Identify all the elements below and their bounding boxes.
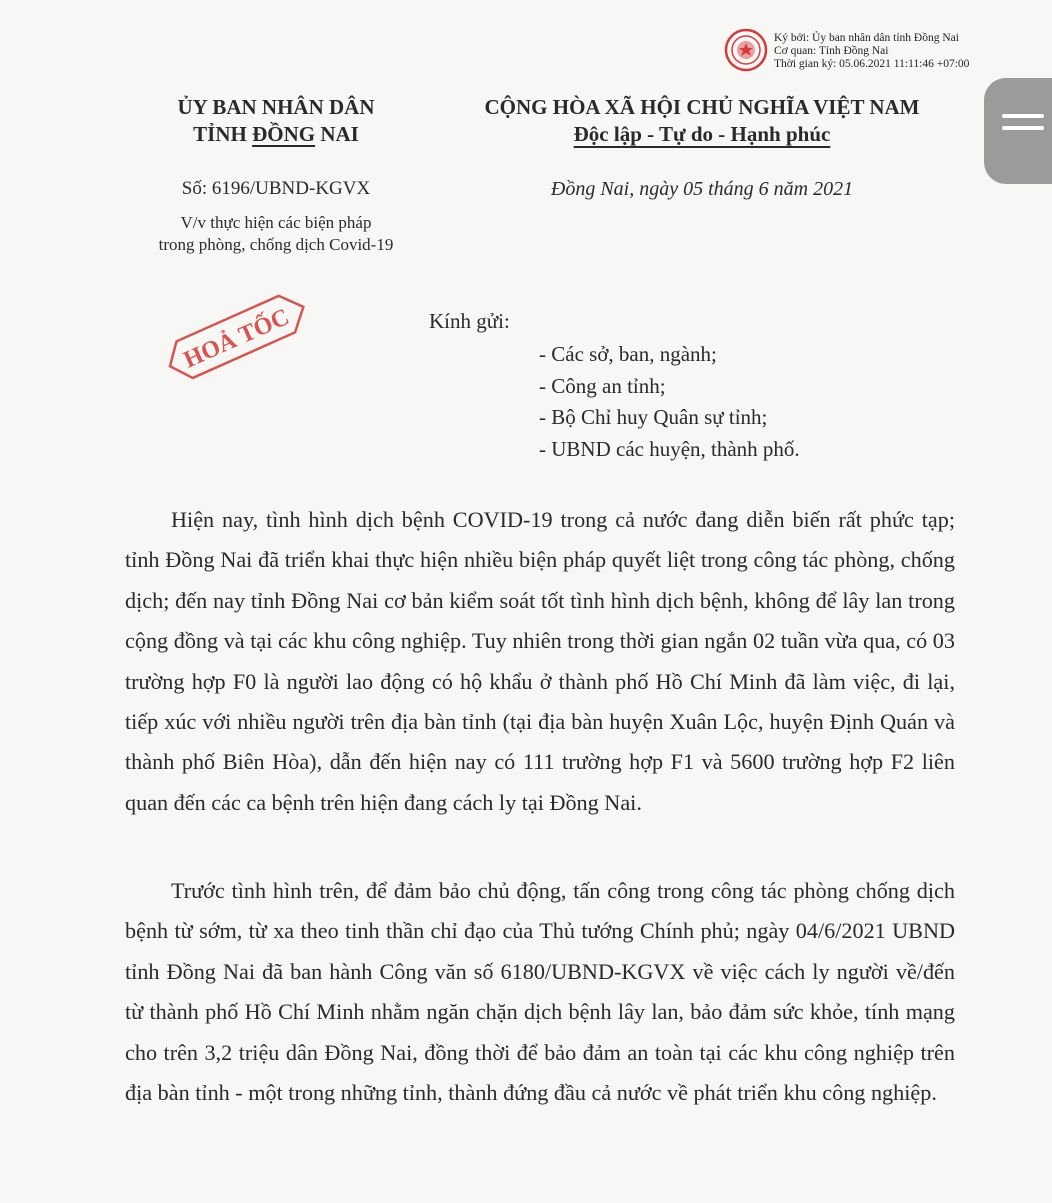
recipient-item: - Các sở, ban, ngành; [539, 342, 717, 366]
issuer-org-underlined: ĐỒNG [252, 122, 316, 146]
place-date: Đồng Nai, ngày 05 tháng 6 năm 2021 [550, 178, 854, 200]
recipients-label: Kính gửi: [429, 309, 510, 333]
document-number: Số: 6196/UBND-KGVX [181, 178, 371, 199]
urgent-stamp [150, 292, 325, 382]
issuer-org-prefix: TỈNH [193, 122, 253, 146]
menu-handle[interactable] [984, 78, 1052, 184]
national-header [452, 94, 952, 201]
handle-bar-icon [1002, 114, 1044, 118]
signature-time: Thời gian ký: 05.06.2021 11:11:46 +07:00 [774, 58, 970, 70]
signature-agency: Cơ quan: Tỉnh Đồng Nai [774, 45, 889, 57]
recipients-list [539, 339, 800, 465]
body-paragraph-2: Trước tình hình trên, để đảm bảo chủ động, tấn công trong công tác phòng chống dịch bệnh từ sớm, từ xa theo tinh thần chỉ đạo của Thủ tướng Chính phủ; ngày 04/6/2021 UBND tỉnh Đồng Nai đã ban hành Công văn số 6180/UBND-KGVX về việc cách ly người về/đến từ thành phố Hồ Chí Minh nhằm ngăn chặn dịch bệnh lây lan, bảo đảm sức khỏe, tính mạng cho trên 3,2 triệu dân Đồng Nai, đồng thời để bảo đảm an toàn tại các khu công nghiệp trên địa bàn tỉnh - một trong những tỉnh, thành đứng đầu cả nước về phát triển khu công nghiệp. [125, 878, 955, 1106]
document-subject [120, 212, 432, 256]
recipient-item: - Bộ Chỉ huy Quân sự tỉnh; [539, 405, 768, 429]
recipient-item: - Công an tỉnh; [539, 373, 666, 398]
handle-bar-icon [1002, 126, 1044, 130]
issuer-org-suffix: NAI [315, 122, 359, 146]
digital-signature [724, 26, 1024, 78]
subject-line: V/v thực hiện các biện pháp [180, 213, 372, 232]
stamp-text: HOẢ TỐC [180, 304, 294, 374]
nation-motto: Độc lập - Tự do - Hạnh phúc [573, 122, 831, 146]
signature-signer: Ký bởi: Ủy ban nhân dân tỉnh Đồng Nai [774, 32, 959, 44]
issuer-header [120, 94, 432, 256]
recipient-item: - UBND các huyện, thành phố. [539, 436, 800, 461]
seal-icon [724, 28, 768, 72]
issuer-org-line2 [120, 121, 432, 148]
nation-title: CỘNG HÒA XÃ HỘI CHỦ NGHĨA VIỆT NAM [484, 95, 920, 119]
subject-line: trong phòng, chống dịch Covid-19 [158, 235, 394, 254]
issuer-org-line1: ỦY BAN NHÂN DÂN [177, 95, 375, 119]
body-paragraph-1: Hiện nay, tình hình dịch bệnh COVID-19 trong cả nước đang diễn biến rất phức tạp; tỉnh Đồng Nai đã triển khai thực hiện nhiều biện pháp quyết liệt trong công tác phòng, chống dịch; đến nay tỉnh Đồng Nai cơ bản kiểm soát tốt tình hình dịch bệnh, không để lây lan trong cộng đồng và tại các khu công nghiệp. Tuy nhiên trong thời gian ngắn 02 tuần vừa qua, có 03 trường hợp F0 là người lao động có hộ khẩu ở thành phố Hồ Chí Minh đã làm việc, đi lại, tiếp xúc với nhiều người trên địa bàn tỉnh (tại địa bàn huyện Xuân Lộc, huyện Định Quán và thành phố Biên Hòa), dẫn đến hiện nay có 111 trường hợp F1 và 5600 trường hợp F2 liên quan đến các ca bệnh trên hiện đang cách ly tại Đồng Nai. [125, 507, 955, 815]
